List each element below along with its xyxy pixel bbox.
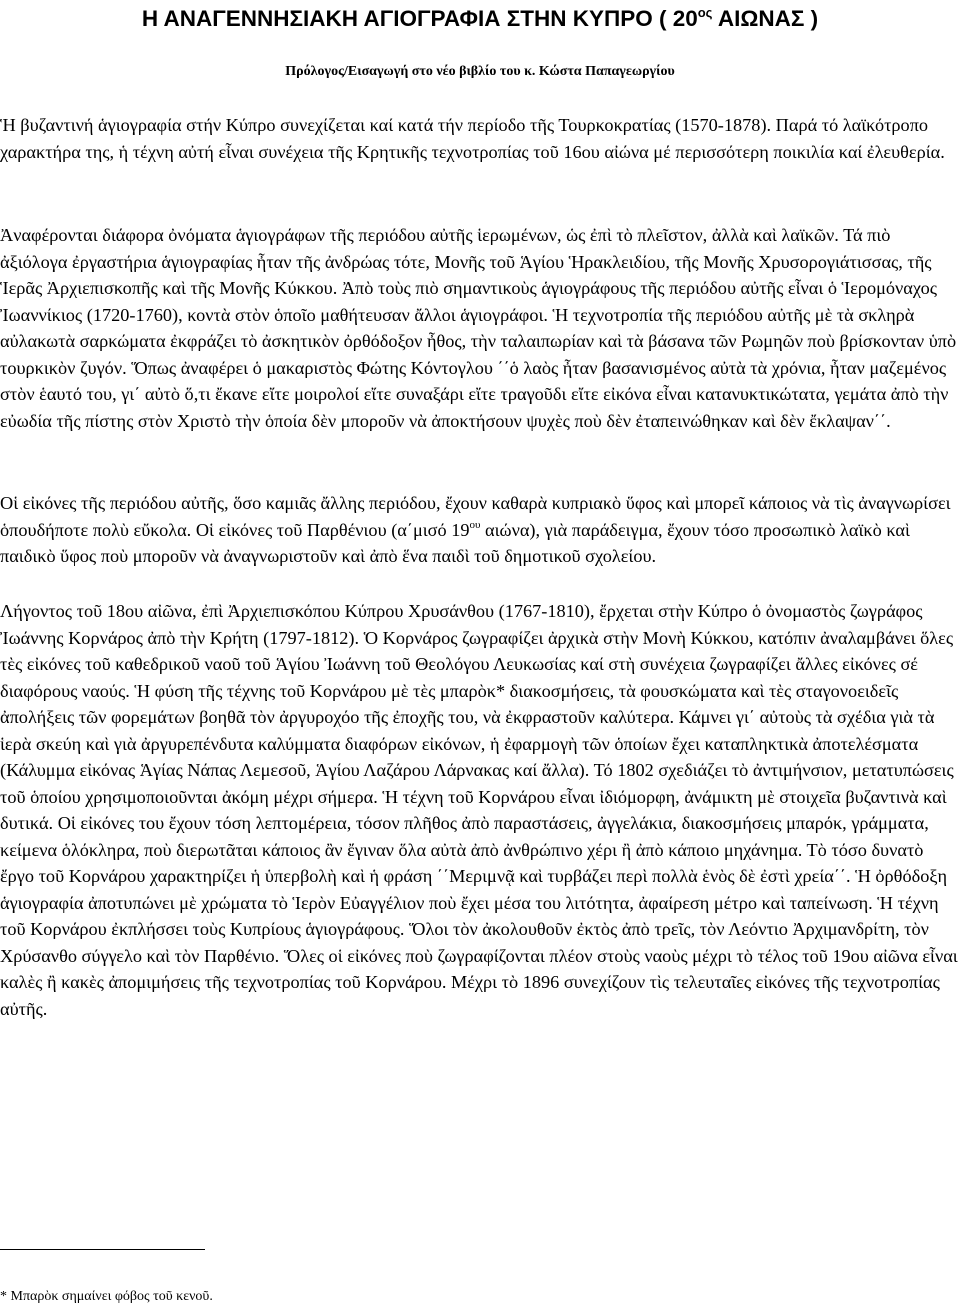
paragraph-3 — [0, 490, 960, 570]
document-title — [0, 2, 960, 36]
title-superscript: ος — [697, 5, 713, 20]
document-subtitle: Πρόλογος/Εισαγωγή στο νέο βιβλίο του κ. Κώστα Παπαγεωργίου — [285, 64, 675, 79]
title-main: Η ΑΝΑΓΕΝΝΗΣΙΑΚΗ ΑΓΙΟΓΡΑΦΙΑ ΣΤΗΝ ΚΥΠΡΟ ( 20 — [141, 6, 698, 31]
paragraph-3-text: Οἱ εἰκόνες τῆς περιόδου αὐτῆς, ὅσο καμιᾶς ἄλλης περιόδου, ἔχουν καθαρὰ κυπριακὸ ὕφος καὶ μπορεῖ κάποιος νὰ τὶς ἀναγνωρίσει ὁπουδήποτε πολὺ εὔκολα. Οἱ εἰκόνες τοῦ Παρθένιου (α΄μισό 19 — [0, 493, 951, 540]
paragraph-2: Ἀναφέρονται διάφορα ὀνόματα ἁγιογράφων τῆς περιόδου αὐτῆς ἱερωμένων, ὡς ἐπὶ τὸ πλεῖστον, ἀλλὰ καὶ λαϊκῶν. Τά πιὸ ἀξιόλογα ἐργαστήρια ἁγιογραφίας ἦταν τῆς ἀνδρώας τότε, Μονῆς τοῦ Ἁγίου Ἡρακλειδίου, τῆς Μονῆς Χρυσορογιάτισσας, τῆς Ἱερᾶς Ἀρχιεπισκοπῆς καὶ τῆς Μονῆς Κύκκου. Ἀπὸ τοὺς πιὸ σημαντικοὺς ἁγιογράφους τῆς περιόδου αὐτῆς εἶναι ὁ Ἱερομόναχος Ἰωαννίκιος (1720-1760), κοντὰ στὸν ὁποῖο μαθήτευσαν ἄλλοι ἁγιογράφοι. Ἡ τεχνοτροπία τῆς περιόδου αὐτῆς μὲ τὰ σκληρὰ αὐλακωτὰ σαρκώματα ἐκφράζει τὸ ἀσκητικὸν ὀρθόδοξον ἦθος, τὴν ταλαιπωρίαν καὶ τὰ βάσανα τῶν Ρωμηῶν ποὺ βρίσκονταν ὑπὸ τουρκικὸν ζυγόν. Ὅπως ἀναφέρει ὁ μακαριστὸς Φώτης Κόντογλου ΄΄ὁ λαὸς ἦταν βασανισμένος αὐτὰ τὰ χρόνια, ἦταν μαζεμένος στὸν ἑαυτό του, γι΄ αὐτὸ ὅ,τι ἔκανε εἴτε μοιρολοί εἴτε συναξάρι εἴτε τραγοῦδι εἴτε εἰκόνα εἶναι κατανυκτικώτατα, γεμάτα ἀπὸ τὴν εὐωδία τῆς πίστης στὸν Χριστὸ τὴν ὁποία δὲν μποροῦν νὰ ἀποκτήσουν ψυχὲς ποὺ δὲν ἐταπεινώθηκαν καὶ δὲν ἔκλαψαν΄΄. — [0, 225, 957, 431]
title-end: ΑΙΩΝΑΣ ) — [712, 6, 819, 31]
footnote: * Μπαρὸκ σημαίνει φόβος τοῦ κενοῦ. — [0, 1289, 213, 1304]
paragraph-3-superscript: ου — [469, 518, 481, 531]
paragraph-1: Ἡ βυζαντινή ἁγιογραφία στήν Κύπρο συνεχίζεται καί κατά τήν περίοδο τῆς Τουρκοκρατίας (1570-1878). Παρά τό λαϊκότροπο χαρακτήρα της, ἡ τέχνη αὐτή εἶναι συνέχεια τῆς Κρητικῆς τεχνοτροπίας τοῦ 16ου αἰώνα μέ περισσότερη ποικιλία καί ἐλευθερία. — [0, 115, 945, 162]
paragraph-3-text-end: αιώνα), γιὰ παράδειγμα, ἔχουν τόσο προσωπικὸ λαϊκὸ καὶ παιδικὸ ὕφος ποὺ μποροῦν νὰ ἀναγνωριστοῦν καὶ ἀπὸ ἕνα παιδὶ τοῦ δημοτικοῦ σχολείου. — [0, 519, 910, 566]
footnote-divider — [0, 1249, 205, 1250]
paragraph-4: Λήγοντος τοῦ 18ου αἰῶνα, ἐπὶ Ἀρχιεπισκόπου Κύπρου Χρυσάνθου (1767-1810), ἔρχεται στὴν Κύπρο ὁ ὀνομαστὸς ζωγράφος Ἰωάννης Κορνάρος ἀπὸ τὴν Κρήτη (1797-1812). Ὁ Κορνάρος ζωγραφίζει ἀρχικὰ στὴν Μονὴ Κύκκου, κατόπιν ἀναλαμβάνει ὅλες τὲς εἰκόνες τοῦ καθεδρικοῦ ναοῦ τοῦ Ἁγίου Ἰωάννη τοῦ Θεολόγου Λευκωσίας καί στὴ συνέχεια ζωγραφίζει ἄλλες εἰκόνες σέ διαφόρους ναούς. Ἡ φύση τῆς τέχνης τοῦ Κορνάρου μὲ τὲς μπαρὸκ* διακοσμήσεις, τὰ φουσκώματα καὶ τὲς σταγονοειδεῖς ἀπολήξεις τῶν φορεμάτων βοηθᾶ τὸν ἀργυροχόο τῆς ἐποχῆς του, νὰ ἐκφραστοῦν καλύτερα. Κάμνει γι΄ αὐτοὺς τὰ σχέδια γιὰ τὰ ἱερὰ σκεύη καὶ γιὰ ἀργυρεπένδυτα καλύμματα διαφόρων εἰκόνων, ἡ ἐφαρμογὴ τῶν ὁποίων ἔχει καταπληκτικὰ ἀποτελέσματα (Κάλυμμα εἰκόνας Ἁγίας Νάπας Λεμεσοῦ, Ἁγίου Λαζάρου Λάρνακας καί ἄλλα). Τό 1802 σχεδιάζει τὸ ἀντιμήνσιον, μετατυπώσεις τοῦ ὁποίου χρησιμοποιοῦνται ἀκόμη μέχρι σήμερα. Ἡ τέχνη τοῦ Κορνάρου εἶναι ἰδιόμορφη, ἀνάμικτη μὲ στοιχεῖα βυζαντινὰ καὶ δυτικά. Οἱ εἰκόνες του ἔχουν τόση λεπτομέρεια, τόσον πλῆθος ἀπὸ παραστάσεις, ἀγγελάκια, διακοσμήσεις μπαρόκ, γράμματα, κείμενα ὁλόκληρα, ποὺ διερωτᾶται κάποιος ἂν ἔγιναν ὅλα αὐτὰ ἀπὸ ἀνθρώπινο χέρι ἢ ἀπὸ κάποιο μηχάνημα. Τὸ τόσο δυνατὸ ἔργο τοῦ Κορνάρου χαρακτηρίζει ἡ ὑπερβολὴ καὶ ἡ φράση ΄΄Μεριμνᾷ καὶ τυρβάζει περὶ πολλὰ ἑνὸς δὲ ἐστὶ χρεία΄΄. Ἡ ὀρθόδοξη ἁγιογραφία ἀποτυπώνει μὲ χρώματα τὸ Ἱερὸν Εὐαγγέλιον ποὺ ἔχει μέσα του λιτότητα, ἀφαίρεση μέτρο καὶ ταπείνωση. Ἡ τέχνη τοῦ Κορνάρου ἐκπλήσσει τοὺς Κυπρίους ἁγιογράφους. Ὅλοι τὸν ἀκολουθοῦν ἐκτὸς ἀπὸ τρεῖς, τὸν Λεόντιο Ἀρχιμανδρίτη, τὸν Χρύσανθο σύγγελο καὶ τὸν Παρθένιο. Ὅλες οἱ εἰκόνες ποὺ ζωγραφίζονται πλέον στοὺς ναοὺς μέχρι τὸ τέλος τοῦ 19ου αἰῶνα εἶναι καλὲς ἢ κακὲς ἀπομιμήσεις τῆς τεχνοτροπίας τοῦ Κορνάρου. Μέχρι τὸ 1896 συνεχίζουν τὶς τελευταῖες εἰκόνες τῆς τεχνοτροπίας αὐτῆς. — [0, 601, 958, 1019]
